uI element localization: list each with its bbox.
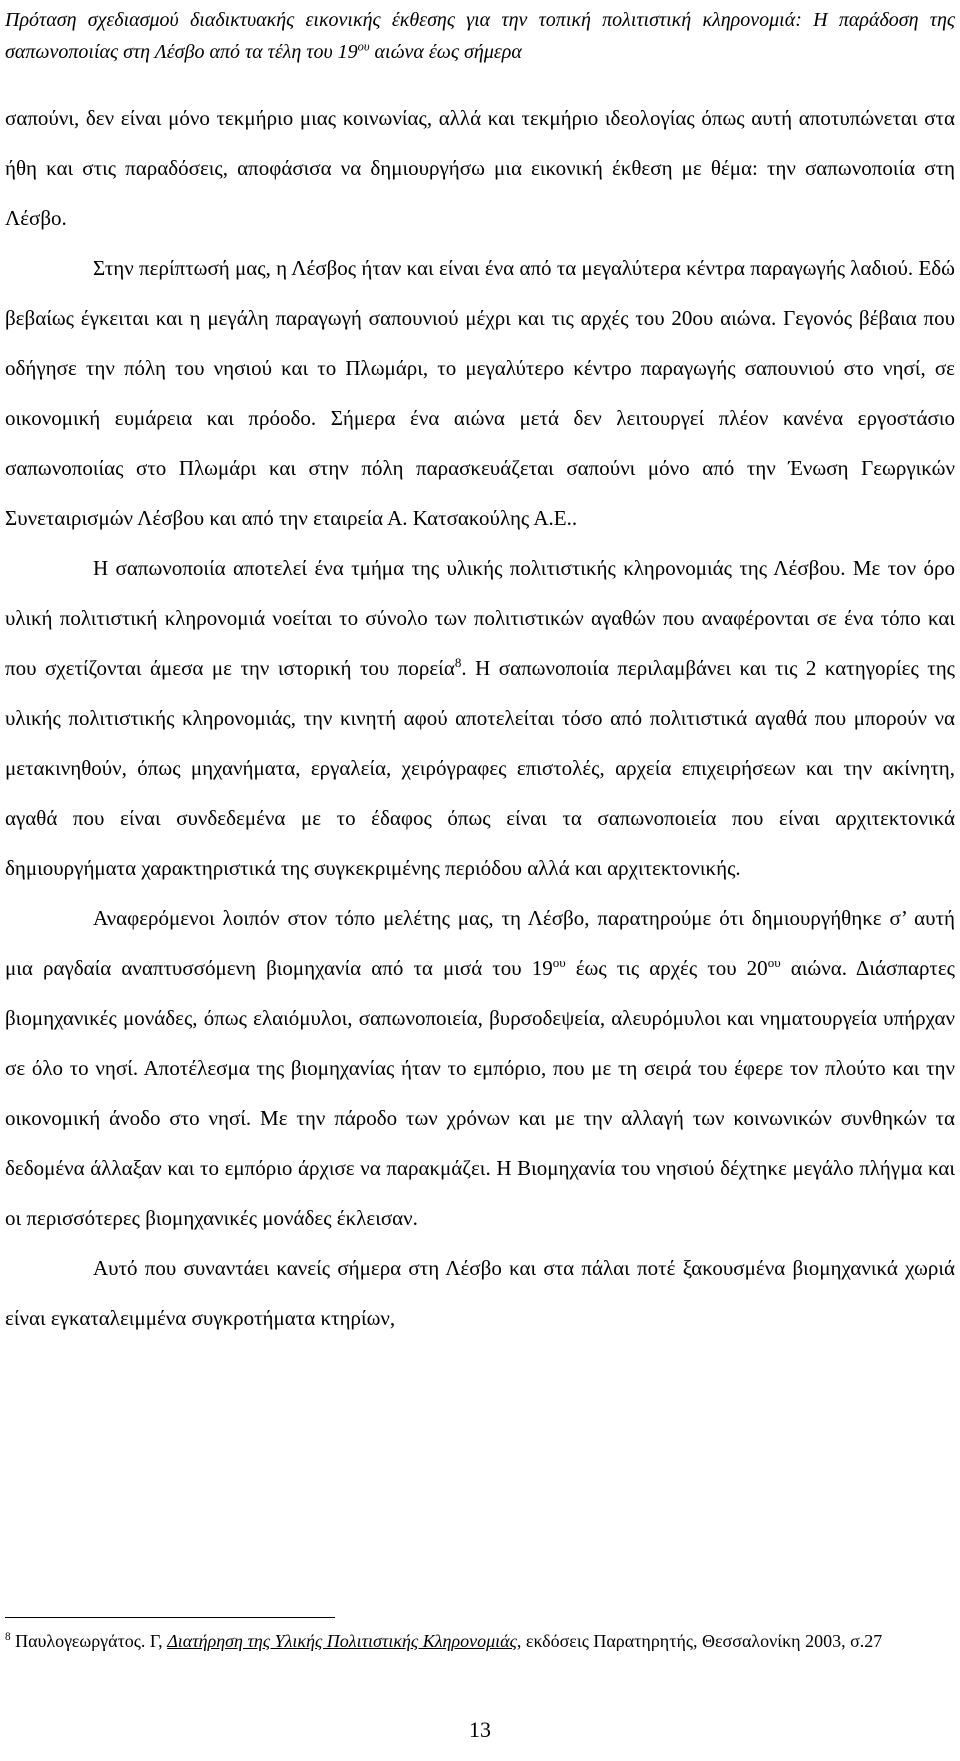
footnote-publication: , εκδόσεις Παρατηρητής, Θεσσαλονίκη 2003, σ.27 [516, 1631, 883, 1651]
paragraph-3 [5, 543, 955, 893]
footnote [5, 1627, 955, 1655]
footnote-separator [5, 1617, 335, 1618]
header-text-end: αιώνα έως σήμερα [369, 41, 522, 63]
paragraph-4-text-a: Αναφερόμενοι λοιπόν στον τόπο μελέτης μας, τη Λέσβο, παρατηρούμε ότι δημιουργήθηκε σ’ αυτή μια ραγδαία αναπτυσσόμενη βιομηχανία από τα μισά του 19 [5, 906, 955, 980]
superscript-ou-2: ου [767, 955, 781, 970]
superscript-ou-1: ου [552, 955, 566, 970]
header-text: Πρόταση σχεδιασμού διαδικτυακής εικονικής έκθεσης για την τοπική πολιτιστική κληρονομιά: Η παράδοση της σαπωνοποιίας στη Λέσβο από τα τέλη του 19 [5, 9, 955, 63]
paragraph-4-text-b: έως τις αρχές του 20 [565, 956, 768, 980]
paragraph-3-text-cont: . Η σαπωνοποιία περιλαμβάνει και τις 2 κατηγορίες της υλικής πολιτιστικής κληρονομιάς, την κινητή αφού αποτελείται τόσο από πολιτιστικά αγαθά που μπορούν να μετακινηθούν, όπως μηχανήματα, εργαλεία, χειρόγραφες επιστολές, αρχεία επιχειρήσεων και την ακίνητη, αγαθά που είναι συνδεδεμένα με το έδαφος όπως είναι τα σαπωνοποιεία που είναι αρχιτεκτονικά δημιουργήματα χαρακτηριστικά της συγκεκριμένης περιόδου αλλά και αρχιτεκτονικής. [5, 656, 955, 880]
paragraph-3-text: Η σαπωνοποιία αποτελεί ένα τμήμα της υλικής πολιτιστικής κληρονομιάς της Λέσβου. Με τον όρο υλική πολιτιστική κληρονομιά νοείται το σύνολο των πολιτιστικών αγαθών που αναφέρονται σε ένα τόπο και που σχετίζονται άμεσα με την ιστορική του πορεία [5, 556, 955, 680]
paragraph-1: σαπούνι, δεν είναι μόνο τεκμήριο μιας κοινωνίας, αλλά και τεκμήριο ιδεολογίας όπως αυτή αποτυπώνεται στα ήθη και στις παραδόσεις, αποφάσισα να δημιουργήσω μια εικονική έκθεση με θέμα: την σαπωνοποιία στη Λέσβο. [5, 106, 955, 230]
paragraph-4 [5, 893, 955, 1243]
footnote-number: 8 [5, 1631, 11, 1643]
header-superscript: ου [357, 39, 370, 54]
running-header [5, 4, 955, 68]
body-text [5, 93, 955, 1343]
page-number: 13 [469, 1717, 491, 1742]
paragraph-2: Στην περίπτωσή μας, η Λέσβος ήταν και είναι ένα από τα μεγαλύτερα κέντρα παραγωγής λαδιού. Εδώ βεβαίως έγκειται και η μεγάλη παραγωγή σαπουνιού μέχρι και τις αρχές του 20ου αιώνα. Γεγονός βέβαια που οδήγησε την πόλη του νησιού και το Πλωμάρι, το μεγαλύτερο κέντρο παραγωγής σαπουνιού στο νησί, σε οικονομική ευμάρεια και πρόοδο. Σήμερα ένα αιώνα μετά δεν λειτουργεί πλέον κανένα εργοστάσιο σαπωνοποιίας στο Πλωμάρι και στην πόλη παρασκευάζεται σαπούνι μόνο από την Ένωση Γεωργικών Συνεταιρισμών Λέσβου και από την εταιρεία Α. Κατσακούλης Α.Ε.. [5, 256, 955, 530]
footnote-author: Παυλογεωργάτος. Γ, [10, 1631, 168, 1651]
paragraph-5: Αυτό που συναντάει κανείς σήμερα στη Λέσβο και στα πάλαι ποτέ ξακουσμένα βιομηχανικά χωριά είναι εγκαταλειμμένα συγκροτήματα κτηρίων, [5, 1256, 955, 1330]
footnote-reference: 8 [454, 655, 462, 670]
footnote-title: Διατήρηση της Υλικής Πολιτιστικής Κληρονομιάς [167, 1631, 517, 1651]
paragraph-4-text-c: αιώνα. Διάσπαρτες βιομηχανικές μονάδες, όπως ελαιόμυλοι, σαπωνοποιεία, βυρσοδεψεία, αλευρόμυλοι και νηματουργεία υπήρχαν σε όλο το νησί. Αποτέλεσμα της βιομηχανίας ήταν το εμπόριο, που με τη σειρά του έφερε τον πλούτο και την οικονομική άνοδο στο νησί. Με την πάροδο των χρόνων και με την αλλαγή των κοινωνικών συνθηκών τα δεδομένα άλλαξαν και το εμπόριο άρχισε να παρακμάζει. Η Βιομηχανία του νησιού δέχτηκε μεγάλο πλήγμα και οι περισσότερες βιομηχανικές μονάδες έκλεισαν. [5, 956, 955, 1230]
